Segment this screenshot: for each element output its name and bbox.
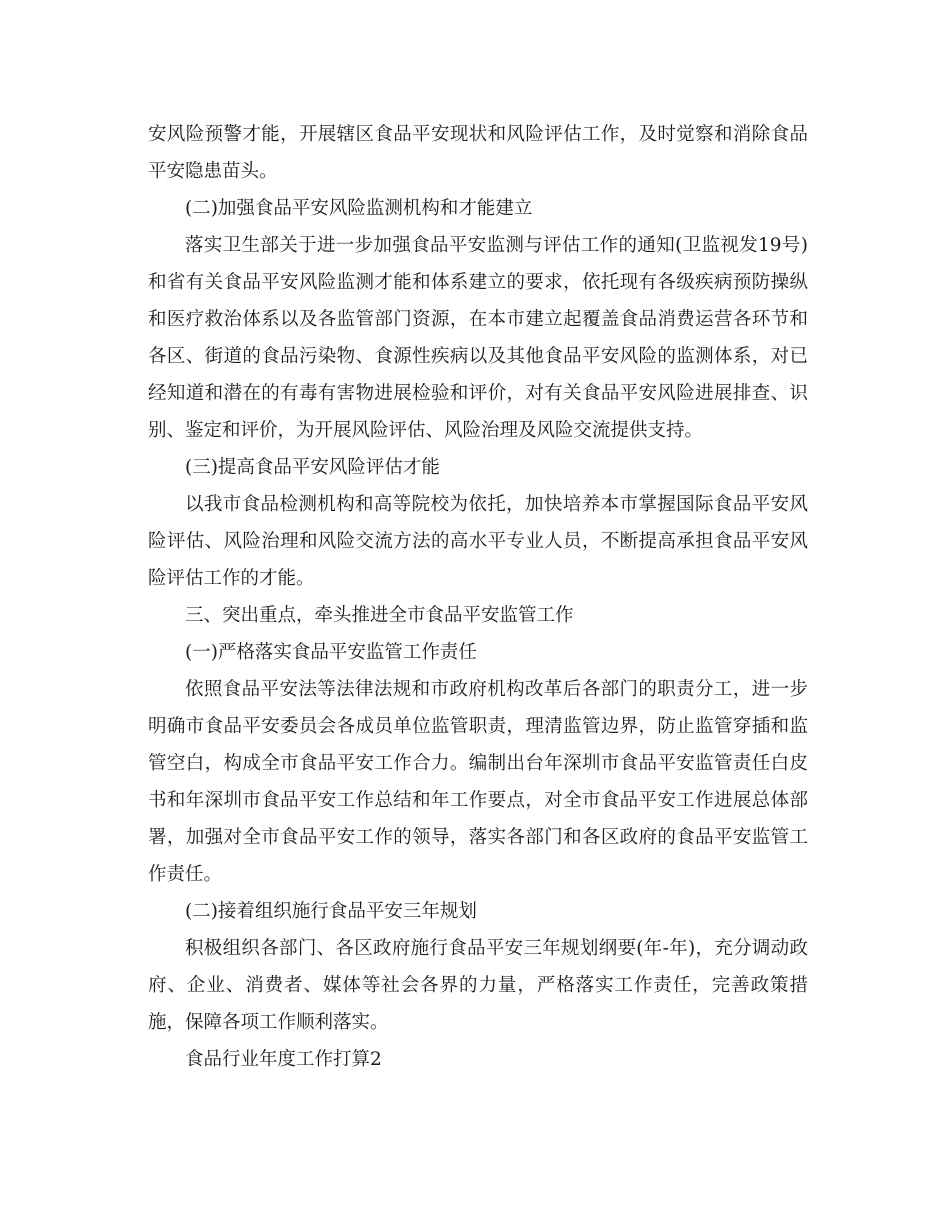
paragraph-risk-assessment: 以我市食品检测机构和高等院校为依托，加快培养本市掌握国际食品平安风险评估、风险治理和风险交流方法的高水平专业人员，不断提高承担食品平安风险评估工作的才能。 [148,494,808,589]
section-heading-3: 三、突出重点，牵头推进全市食品平安监管工作 [185,605,574,626]
document-title-2: 食品行业年度工作打算2 [185,1049,382,1070]
paragraph-monitoring-system: 落实卫生部关于进一步加强食品平安监测与评估工作的通知(卫监视发19号)和省有关食品平安风险监测才能和体系建立的要求，依托现有各级疾病预防操纵和医疗救治体系以及各监管部门资源，在本市建立起覆盖食品消费运营各环节和各区、街道的食品污染物、食源性疾病以及其他食品平安风险的监测体系，对已经知道和潜在的有毒有害物进展检验和评价，对有关食品平安风险进展排查、识别、鉴定和评价，为开展风险评估、风险治理及风险交流提供支持。 [148,235,808,441]
section-heading-3-2: (二)接着组织施行食品平安三年规划 [185,901,477,922]
paragraph-responsibility: 依照食品平安法等法律法规和市政府机构改革后各部门的职责分工，进一步明确市食品平安委员会各成员单位监管职责，理清监管边界，防止监管穿插和监管空白，构成全市食品平安工作合力。编制出台年深圳市食品平安监管责任白皮书和年深圳市食品平安工作总结和年工作要点，对全市食品平安工作进展总体部署，加强对全市食品平安工作的领导，落实各部门和各区政府的食品平安监管工作责任。 [148,679,808,885]
section-heading-2-3: (三)提高食品平安风险评估才能 [185,457,440,478]
section-heading-3-1: (一)严格落实食品平安监管工作责任 [185,642,477,663]
section-heading-2-2: (二)加强食品平安风险监测机构和才能建立 [185,198,533,219]
paragraph-continuation: 安风险预警才能，开展辖区食品平安现状和风险评估工作，及时觉察和消除食品平安隐患苗头。 [148,124,808,182]
document-body [148,116,808,1078]
paragraph-three-year-plan: 积极组织各部门、各区政府施行食品平安三年规划纲要(年-年)，充分调动政府、企业、消费者、媒体等社会各界的力量，严格落实工作责任，完善政策措施，保障各项工作顺利落实。 [148,938,808,1033]
